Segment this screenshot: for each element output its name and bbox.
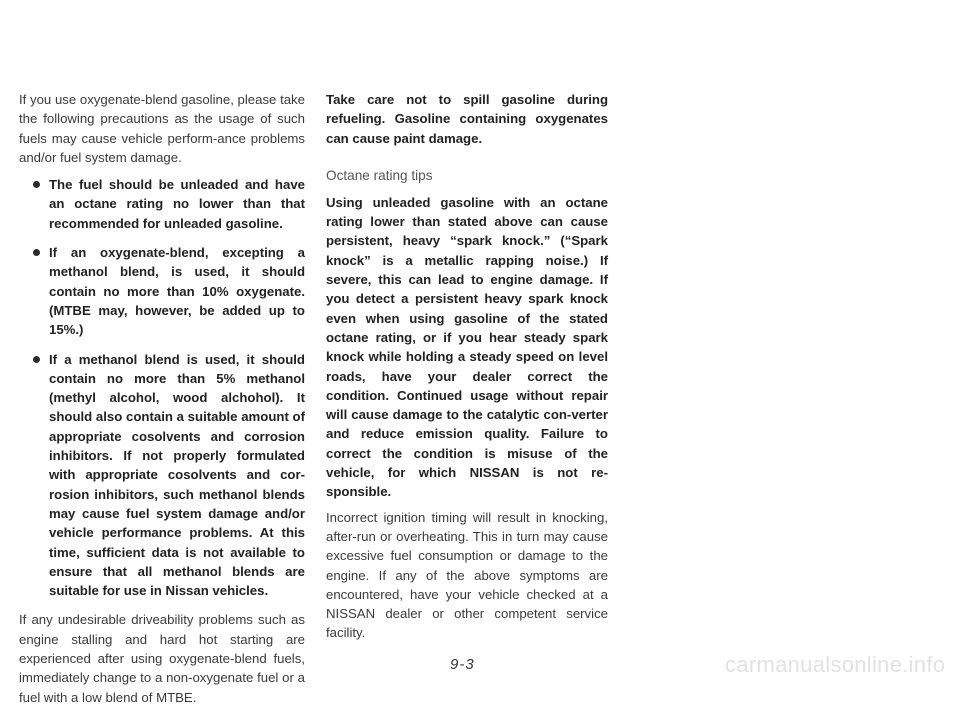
ignition-timing-paragraph: Incorrect ignition timing will result in knocking, after-run or overheating. This in turn may cause excessive fuel consumption or damage to the engine. If any of the above symptoms are encountered, have your vehicle checked at a NISSAN dealer or other competent service facility.	[326, 509, 608, 641]
section-heading: Octane rating tips	[326, 167, 433, 183]
list-item	[19, 350, 305, 601]
bullet-dot-icon	[33, 181, 40, 188]
bullet-text: If an oxygenate-blend, excepting a methanol blend, is used, it should contain no more than 10% oxygenate. (MTBE may, however, be added up to 15%.)	[49, 245, 305, 338]
bullet-text: If a methanol blend is used, it should contain no more than 5% methanol (methyl alcohol, wood alchohol). It should also contain a suitable amount of appropriate cosolvents and corrosion inhibitors. If not properly formulated with appropriate cosolvents and cor-rosion inhibitors, such methanol blends may cause fuel system damage and/or vehicle performance problems. At this time, sufficient data is not available to ensure that all methanol blends are suitable for use in Nissan vehicles.	[49, 351, 305, 599]
spark-knock-paragraph: Using unleaded gasoline with an octane rating lower than stated above can cause persistent, heavy “spark knock.” (“Spark knock” is a metallic rapping noise.) If severe, this can lead to engine damage. If you detect a persistent heavy spark knock even when using gasoline of the stated octane rating, or if you hear steady spark knock while holding a steady speed on level roads, have your dealer correct the condition. Continued usage without repair will cause damage to the catalytic con-verter and reduce emission quality. Failure to correct the condition is misuse of the vehicle, for which NISSAN is not re-sponsible.	[326, 194, 608, 500]
closing-paragraph: If any undesirable driveability problems such as engine stalling and hard hot starting are experienced after using oxygenate-blend fuels, immediately change to a non-oxygenate fuel or a fuel with a low blend of MTBE.	[19, 612, 305, 705]
list-item	[19, 175, 305, 233]
bullet-dot-icon	[33, 249, 40, 256]
paint-warning: Take care not to spill gasoline during refueling. Gasoline containing oxygenates can cause paint damage.	[326, 92, 608, 146]
bullet-text: The fuel should be unleaded and have an octane rating no lower than that recommended for unleaded gasoline.	[49, 177, 305, 231]
intro-paragraph: If you use oxygenate-blend gasoline, please take the following precautions as the usage of such fuels may cause vehicle perform-ance problems and/or fuel system damage.	[19, 92, 305, 165]
fuel-precautions-list	[19, 175, 305, 600]
page-number: 9-3	[450, 656, 475, 673]
right-column	[326, 90, 608, 643]
list-item	[19, 243, 305, 339]
bullet-dot-icon	[33, 356, 40, 363]
watermark: carmanualsonline.info	[725, 652, 946, 677]
left-column	[19, 90, 305, 707]
